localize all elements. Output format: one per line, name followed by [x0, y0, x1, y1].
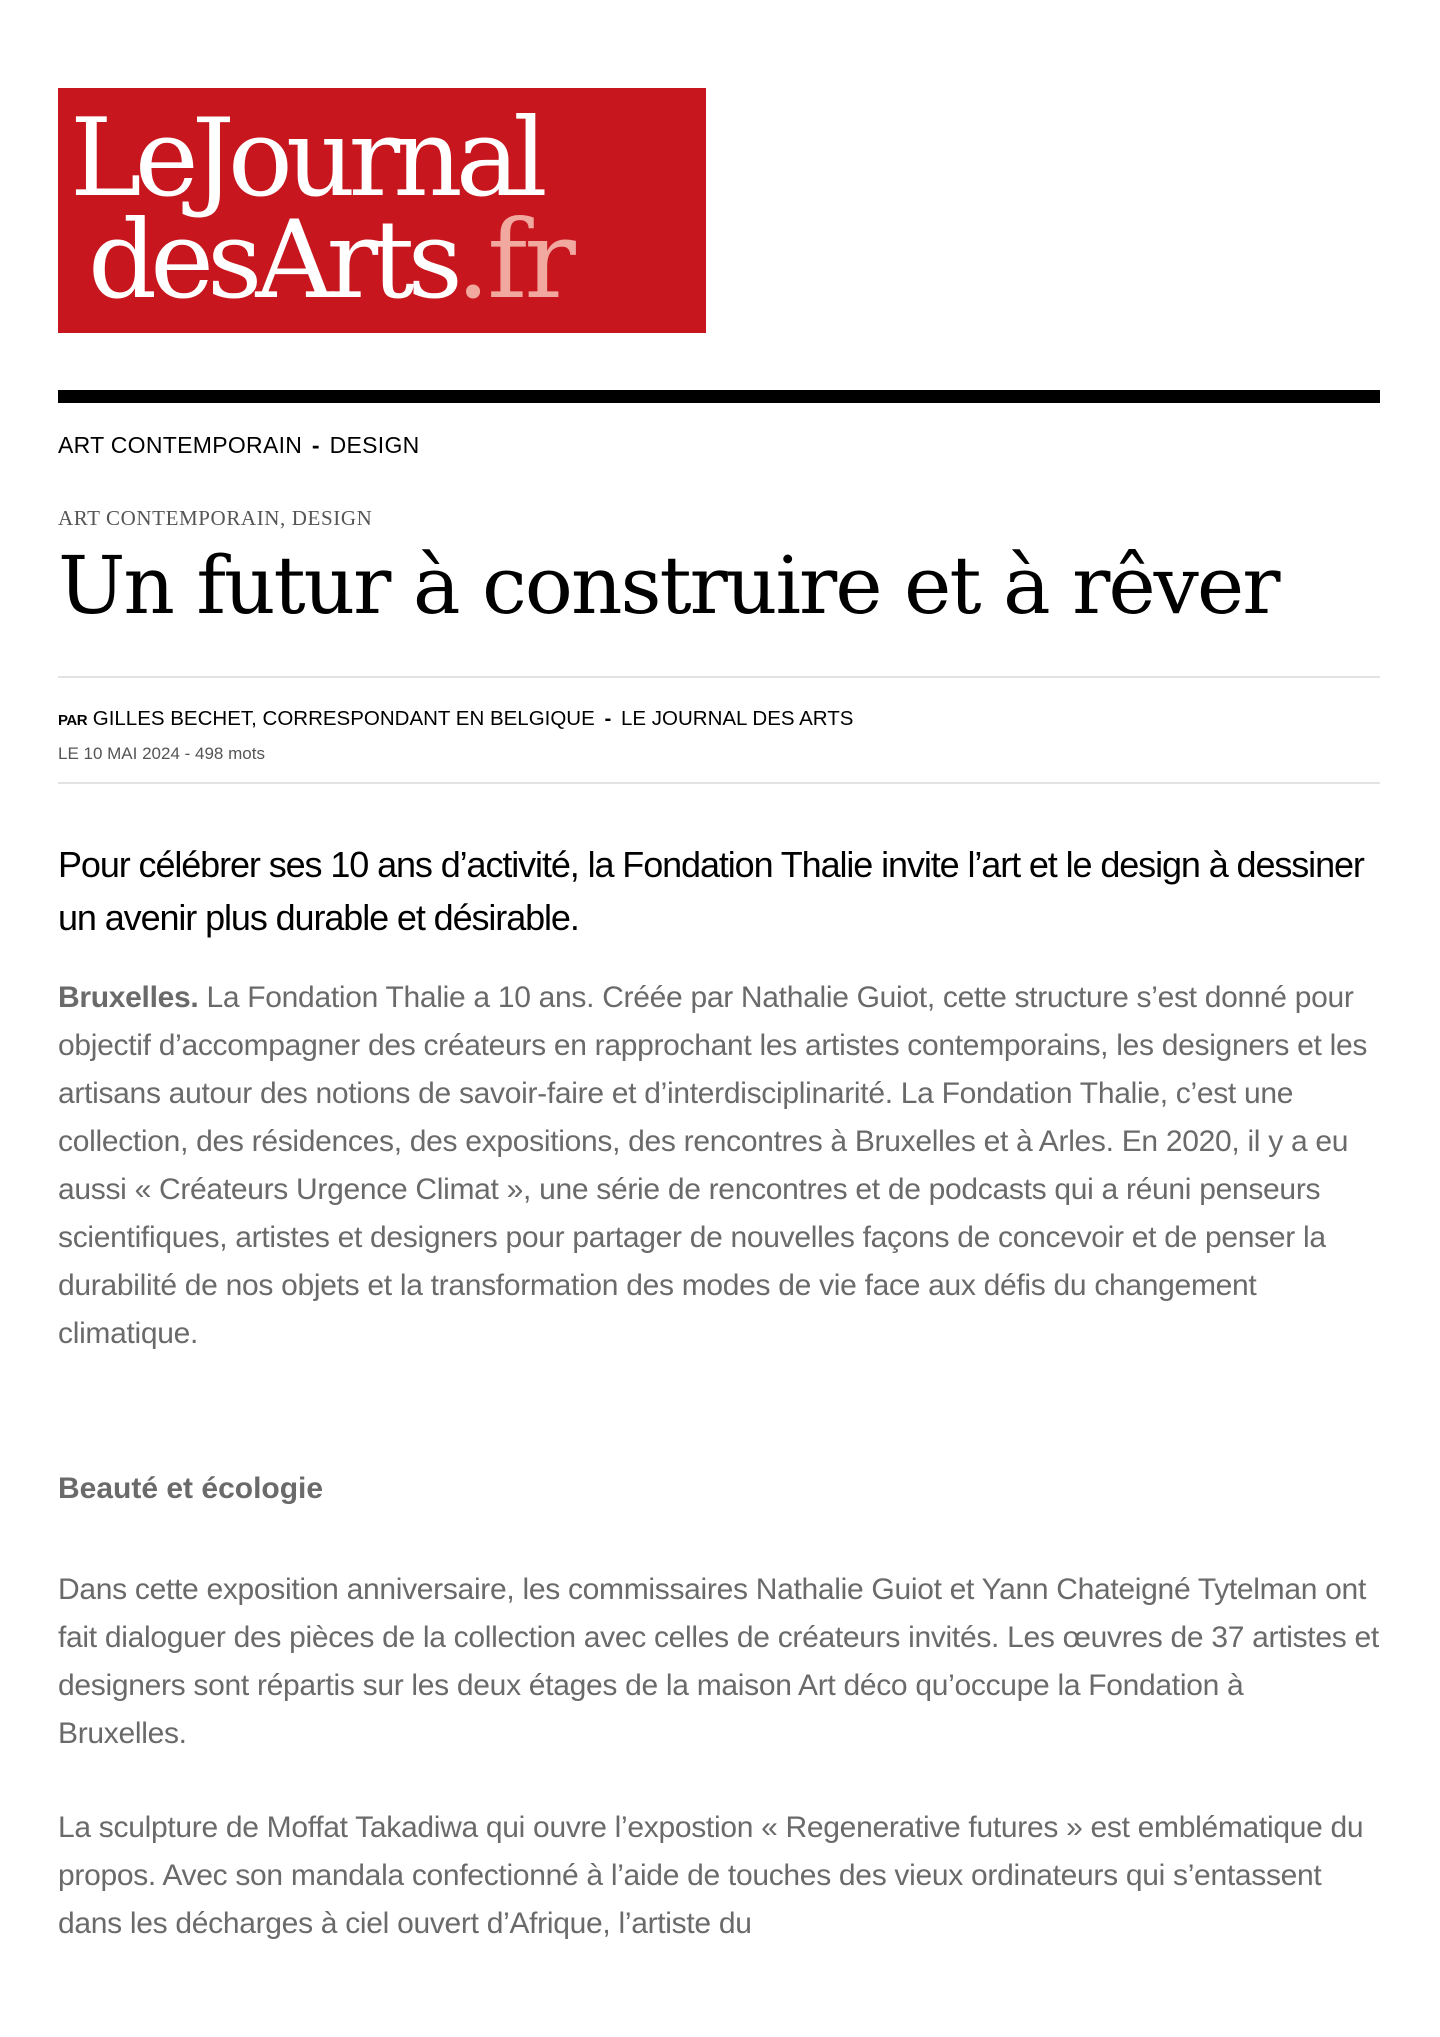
- article-paragraph-1: [58, 974, 1380, 1358]
- site-logo[interactable]: [58, 88, 706, 333]
- truncated-text-line: [58, 1962, 1380, 1980]
- logo-line-2: [88, 198, 573, 323]
- byline-separator: -: [604, 707, 612, 730]
- section-link-design[interactable]: DESIGN: [329, 432, 420, 458]
- byline-bottom-divider: [58, 782, 1380, 784]
- section-link-art-contemporain[interactable]: ART CONTEMPORAIN: [58, 432, 303, 458]
- byline-top-divider: [58, 676, 1380, 678]
- logo-line-1: LeJournal: [70, 96, 541, 221]
- paragraph-1-text: La Fondation Thalie a 10 ans. Créée par Nathalie Guiot, cette structure s’est donné pour objectif d’accompagner des créateurs en rapprochant les artistes contemporains, les designers et les artisans autour des notions de savoir-faire et d’interdisciplinarité. La Fondation Thalie, c’est une collection, des résidences, des expositions, des rencontres à Bruxelles et à Arles. En 2020, il y a eu aussi « Créateurs Urgence Climat », une série de rencontres et de podcasts qui a réuni penseurs scientifiques, artistes et designers pour partager de nouvelles façons de concevoir et de penser la durabilité de nos objets et la transformation des modes de vie face aux défis du changement climatique.: [58, 981, 1368, 1350]
- dateline: Bruxelles.: [58, 981, 199, 1014]
- article-lede: Pour célébrer ses 10 ans d’activité, la Fondation Thalie invite l’art et le design à dessiner un avenir plus durable et désirable.: [58, 844, 1364, 938]
- article-paragraph-2: Dans cette exposition anniversaire, les commissaires Nathalie Guiot et Yann Chateigné Tytelman ont fait dialoguer des pièces de la collection avec celles de créateurs invités. Les œuvres de 37 artistes et designers sont répartis sur les deux étages de la maison Art déco qu’occupe la Fondation à Bruxelles.: [58, 1573, 1379, 1750]
- article-subhead: Beauté et écologie: [58, 1472, 324, 1505]
- byline-publication: LE JOURNAL DES ARTS: [621, 707, 854, 730]
- article-headline: Un futur à construire et à rêver: [58, 539, 1279, 632]
- article-paragraph-3: La sculpture de Moffat Takadiwa qui ouvre l’expostion « Regenerative futures » est emblématique du propos. Avec son mandala confectionné à l’aide de touches des vieux ordinateurs qui s’entassent dans les décharges à ciel ouvert d’Afrique, l’artiste du: [58, 1811, 1364, 1940]
- breadcrumb-separator: -: [311, 432, 320, 458]
- header-divider: [58, 390, 1380, 403]
- section-breadcrumb: [58, 432, 420, 459]
- logo-line-2-text: desArts: [88, 198, 456, 323]
- article-kicker: ART CONTEMPORAIN, DESIGN: [58, 506, 373, 530]
- article-byline: [58, 707, 853, 731]
- article-date-wordcount: LE 10 MAI 2024 - 498 mots: [58, 744, 265, 763]
- byline-author[interactable]: GILLES BECHET, CORRESPONDANT EN BELGIQUE: [92, 707, 595, 730]
- logo-tld: .fr: [455, 198, 573, 323]
- byline-par: PAR: [58, 712, 88, 729]
